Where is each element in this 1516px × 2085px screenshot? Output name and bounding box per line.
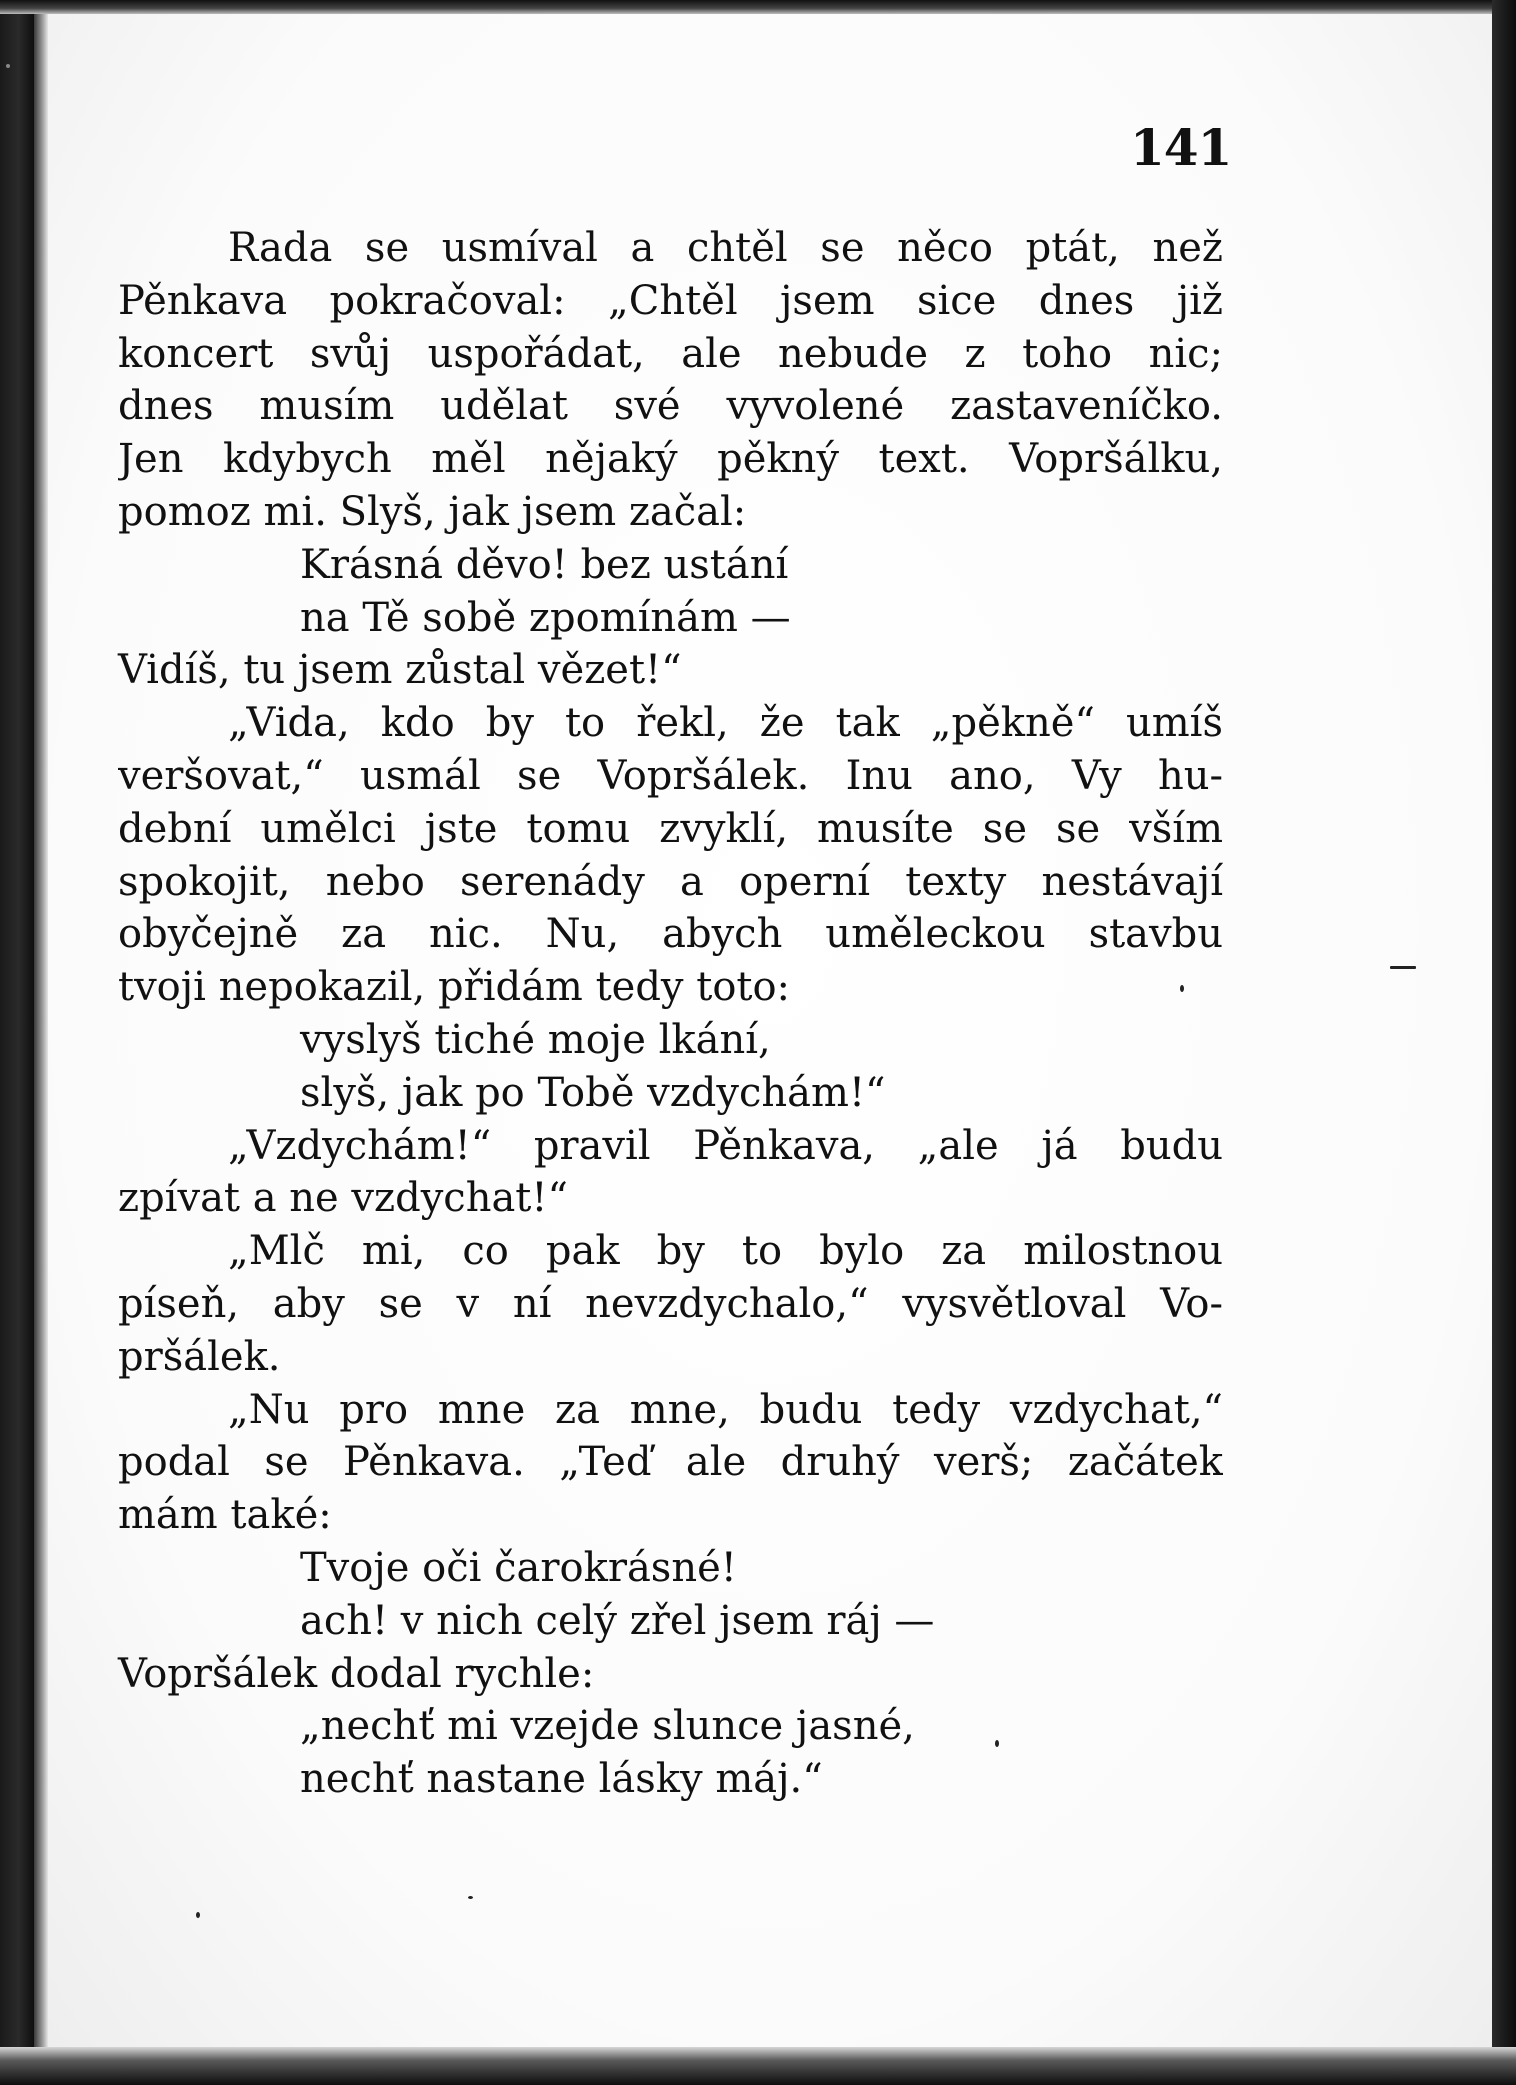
text-line: podal se Pěnkava. „Teď ale druhý verš; začátek: [118, 1439, 1223, 1486]
text-line: spokojit, nebo serenády a operní texty nestávají: [118, 858, 1223, 905]
verse-line: „nechť mi vzejde slunce jasné,: [300, 1703, 915, 1750]
text-line: píseň, aby se v ní nevzdychalo,“ vysvětloval Vo-: [118, 1280, 1223, 1327]
text-line: veršovat,“ usmál se Vopršálek. Inu ano, Vy hu-: [118, 752, 1223, 799]
text-line: „Vida, kdo by to řekl, že tak „pěkně“ umíš: [228, 700, 1223, 747]
verse-line: Tvoje oči čarokrásné!: [300, 1544, 737, 1591]
text-line: koncert svůj uspořádat, ale nebude z toho nic;: [118, 330, 1223, 377]
text-line: tvoji nepokazil, přidám tedy toto:: [118, 964, 791, 1011]
dust-speck: [196, 1912, 200, 1918]
text-line: Vidíš, tu jsem zůstal vězet!“: [118, 647, 682, 694]
page-gutter-shadow: [34, 0, 48, 2085]
text-line: Pěnkava pokračoval: „Chtěl jsem sice dnes již: [118, 277, 1223, 324]
scan-border-left: [0, 0, 34, 2085]
text-line: „Vzdychám!“ pravil Pěnkava, „ale já budu: [228, 1122, 1223, 1169]
body-text: [118, 222, 1223, 1806]
text-line: dební umělci jste tomu zvyklí, musíte se se vším: [118, 805, 1223, 852]
dust-speck: [468, 1896, 473, 1899]
verse-line: na Tě sobě zpomínám —: [300, 594, 791, 641]
text-line: Jen kdybych měl nějaký pěkný text. Vopršálku,: [118, 436, 1223, 483]
verse-line: slyš, jak po Tobě vzdychám!“: [300, 1069, 886, 1116]
text-line: „Nu pro mne za mne, budu tedy vzdychat,“: [228, 1386, 1223, 1433]
verse-line: Krásná děvo! bez ustání: [300, 541, 789, 588]
text-line: zpívat a ne vzdychat!“: [118, 1175, 568, 1222]
verse-line: nechť nastane lásky máj.“: [300, 1756, 823, 1803]
text-line: dnes musím udělat své vyvolené zastaveníčko.: [118, 383, 1223, 430]
scan-border-top: [0, 0, 1516, 14]
page-number: 141: [1130, 118, 1232, 177]
text-line: pršálek.: [118, 1333, 281, 1380]
text-line: pomoz mi. Slyš, jak jsem začal:: [118, 488, 747, 535]
text-line: Rada se usmíval a chtěl se něco ptát, než: [228, 225, 1223, 271]
scan-border-bottom: [0, 2047, 1516, 2085]
text-line: obyčejně za nic. Nu, abych uměleckou stavbu: [118, 911, 1223, 958]
text-line: „Mlč mi, co pak by to bylo za milostnou: [228, 1228, 1223, 1275]
dust-speck: [1390, 966, 1416, 969]
verse-line: vyslyš tiché moje lkání,: [300, 1016, 771, 1063]
scan-border-right: [1492, 0, 1516, 2085]
verse-line: ach! v nich celý zřel jsem ráj —: [300, 1597, 935, 1644]
dust-speck: [6, 64, 10, 68]
text-line: Vopršálek dodal rychle:: [118, 1650, 595, 1697]
text-line: mám také:: [118, 1492, 332, 1539]
